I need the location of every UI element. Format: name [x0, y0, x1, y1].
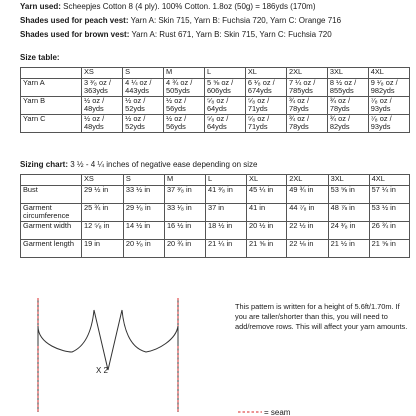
header-cell: 2XL	[286, 68, 327, 79]
size-table-title: Size table:	[20, 53, 60, 62]
header-cell: M	[164, 68, 205, 79]
table-cell: ¾ oz / 78yds	[286, 115, 327, 133]
seam-legend	[238, 408, 291, 416]
header-cell: L	[205, 175, 246, 186]
seam-marks	[38, 298, 178, 412]
table-cell: ½ oz / 48yds	[82, 115, 123, 133]
table-cell: ¾ oz / 78yds	[327, 97, 368, 115]
vest-outline	[38, 298, 178, 412]
peach-vest-label: Shades used for peach vest:	[20, 16, 129, 25]
height-note: This pattern is written for a height of 5.6ft/1.70m. If you are taller/shorter than this, you will need to add/remove rows. This will affect your yarn amounts.	[235, 302, 408, 331]
table-cell: 57 ¼ in	[369, 186, 409, 204]
table-cell: 7 ¼ oz / 785yds	[286, 79, 327, 97]
table-cell: 41 ³⁄₈ in	[205, 186, 246, 204]
table-cell: 53 ⅝ in	[328, 186, 369, 204]
brown-vest-label: Shades used for brown vest:	[20, 30, 130, 39]
header-cell: 3XL	[328, 175, 369, 186]
row-label: Yarn A	[21, 79, 82, 97]
yarn-used-text: Scheepjes Cotton 8 (4 ply). 100% Cotton. 1.8oz (50g) = 186yds (170m)	[63, 2, 316, 11]
header-cell: 3XL	[327, 68, 368, 79]
table-cell: 9 ¹⁄₈ oz / 982yds	[368, 79, 409, 97]
header-cell: S	[123, 68, 164, 79]
table-cell: 33 ½ in	[123, 186, 164, 204]
header-cell: S	[123, 175, 164, 186]
header-cell: XS	[82, 68, 123, 79]
sizing-chart-title: Sizing chart:	[20, 160, 69, 169]
row-label: Yarn C	[21, 115, 82, 133]
table-cell: ⁵⁄₈ oz / 64yds	[204, 97, 245, 115]
table-cell: 14 ½ in	[123, 222, 164, 240]
table-cell: ½ oz / 52yds	[123, 97, 164, 115]
table-cell: ⁵⁄₈ oz / 71yds	[245, 115, 286, 133]
table-cell: ⁷⁄₈ oz / 93yds	[368, 97, 409, 115]
table-cell: 20 ¾ in	[164, 240, 205, 258]
table-cell: 21 ⅝ in	[369, 240, 409, 258]
table-cell: 3 ³⁄₈ oz / 363yds	[82, 79, 123, 97]
table-cell: ½ oz / 52yds	[123, 115, 164, 133]
table-cell: 29 ½ in	[82, 186, 124, 204]
table-cell: ⁷⁄₈ oz / 93yds	[368, 115, 409, 133]
table-cell: 12 ⁵⁄₈ in	[82, 222, 124, 240]
table-cell: 20 ¹⁄₈ in	[123, 240, 164, 258]
multiplier-label: X 2	[96, 366, 109, 375]
table-cell: 22 ⅛ in	[287, 240, 328, 258]
row-label: Garment circumference	[21, 204, 82, 222]
table-cell: 26 ¾ in	[369, 222, 409, 240]
row-label: Yarn B	[21, 97, 82, 115]
header-cell: 2XL	[287, 175, 328, 186]
table-cell: 48 ⅞ in	[328, 204, 369, 222]
table-cell: ⁵⁄₈ oz / 64yds	[204, 115, 245, 133]
brown-vest-text: Yarn A: Rust 671, Yarn B: Skin 715, Yarn C: Fuchsia 720	[131, 30, 332, 39]
header-cell: XS	[82, 175, 124, 186]
table-cell: 22 ½ in	[287, 222, 328, 240]
table-cell: 21 ¼ in	[205, 240, 246, 258]
sizing-chart-subtitle: 3 ½ - 4 ¼ inches of negative ease depending on size	[70, 160, 258, 169]
table-cell: 4 ¼ oz / 443yds	[123, 79, 164, 97]
table-cell: ⁵⁄₈ oz / 71yds	[245, 97, 286, 115]
table-cell: 5 ⅝ oz / 606yds	[204, 79, 245, 97]
table-cell: ½ oz / 56yds	[164, 97, 205, 115]
table-cell: 37 ³⁄₈ in	[164, 186, 205, 204]
header-cell: XL	[247, 175, 287, 186]
table-cell: 44 ⁷⁄₈ in	[287, 204, 328, 222]
table-cell: 33 ¹⁄₈ in	[164, 204, 205, 222]
header-cell: 4XL	[369, 175, 409, 186]
table-cell: ¾ oz / 82yds	[327, 115, 368, 133]
table-cell: 45 ¼ in	[247, 186, 287, 204]
table-cell: 6 ¹⁄₈ oz / 674yds	[245, 79, 286, 97]
row-label: Garment length	[21, 240, 82, 258]
table-cell: 49 ¾ in	[287, 186, 328, 204]
table-cell: 19 in	[82, 240, 124, 258]
row-label: Garment width	[21, 222, 82, 240]
row-label: Bust	[21, 186, 82, 204]
peach-vest-text: Yarn A: Skin 715, Yarn B: Fuchsia 720, Yarn C: Orange 716	[130, 16, 342, 25]
table-cell: 41 in	[247, 204, 287, 222]
table-cell: 29 ¹⁄₈ in	[123, 204, 164, 222]
table-cell: 21 ½ in	[328, 240, 369, 258]
header-cell: M	[164, 175, 205, 186]
header-cell: XL	[245, 68, 286, 79]
header-cell: L	[204, 68, 245, 79]
yarn-used-label: Yarn used:	[20, 2, 61, 11]
table-cell: ¾ oz / 78yds	[286, 97, 327, 115]
table-cell: 24 ³⁄₈ in	[328, 222, 369, 240]
table-cell: ½ oz / 48yds	[82, 97, 123, 115]
table-cell: 21 ⅝ in	[247, 240, 287, 258]
table-cell: 18 ½ in	[205, 222, 246, 240]
table-cell: 37 in	[205, 204, 246, 222]
table-cell: 20 ½ in	[247, 222, 287, 240]
table-cell: 4 ¾ oz / 505yds	[164, 79, 205, 97]
seam-legend-label: = seam	[264, 408, 291, 416]
table-cell: 16 ½ in	[164, 222, 205, 240]
table-cell: ½ oz / 56yds	[164, 115, 205, 133]
table-cell: 53 ½ in	[369, 204, 409, 222]
header-cell: 4XL	[368, 68, 409, 79]
table-cell: 25 ¾ in	[82, 204, 124, 222]
table-cell: 8 ½ oz / 855yds	[327, 79, 368, 97]
